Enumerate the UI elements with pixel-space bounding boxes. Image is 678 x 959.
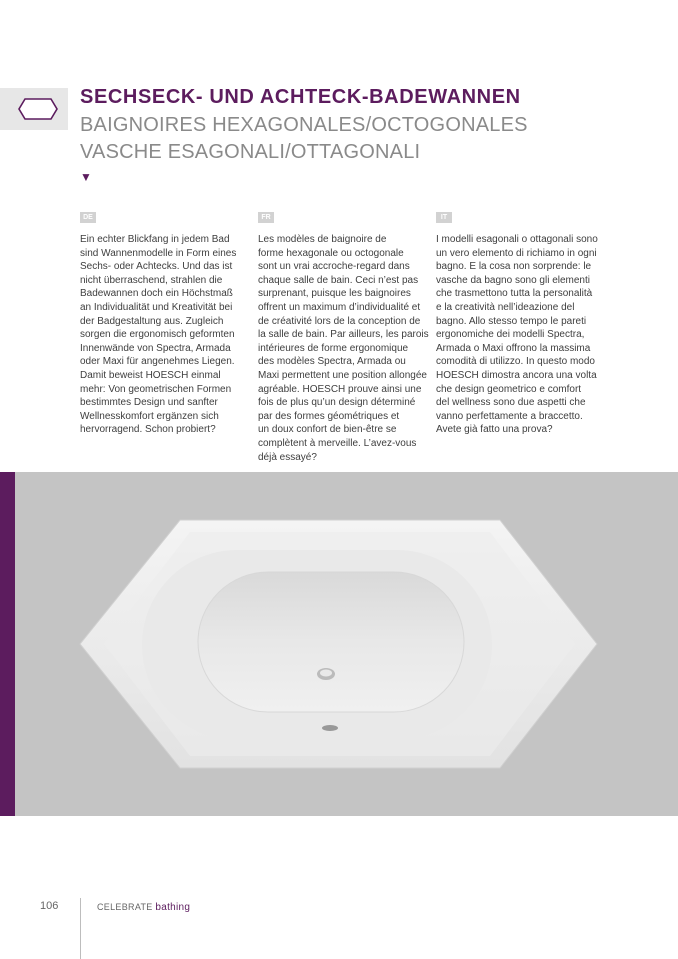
text-column-de: Ein echter Blickfang in jedem Bad sind Wannenmodelle in Form eines Sechs- oder Achtecks. Und das ist nicht überraschend, strahlen die Badewannen doch ein Höchstmaß an Individualität und Kreativität bei der Badgestaltung aus. Zugleich sorgen die ergonomisch geformten Innenwände von Spectra, Armada oder Maxi für angenehmes Liegen. Damit beweist HOESCH einmal mehr: Von geometrischen Formen bestimmtes Design und sanfter Wellnesskomfort ergänzen sich hervorragend. Schon probiert? (80, 234, 237, 436)
footer-divider (80, 898, 81, 959)
hexagon-icon (18, 98, 58, 120)
heading-de: SECHSECK- UND ACHTECK-BADEWANNEN (80, 86, 521, 108)
footer-brand-label: CELEBRATE (97, 902, 153, 912)
footer-brand (97, 902, 190, 913)
lang-badge-it: IT (436, 212, 452, 223)
heading-fr: BAIGNOIRES HEXAGONALES/OCTOGONALES (80, 114, 528, 136)
text-column-fr: Les modèles de baignoire de forme hexagonale ou octogonale sont un vrai accroche-regard dans chaque salle de bain. Ceci n’est pas surprenant, puisque les baignoires offrent un maximum d’individualité et de créativité lors de la conception de la salle de bain. Par ailleurs, les parois intérieures de forme ergonomique des modèles Spectra, Armada ou Maxi permettent une position allongée agréable. HOESCH prouve ainsi une fois de plus qu’un design déterminé par des formes géométriques et un doux confort de bien-être se complètent à merveille. L’avez-vous déjà essayé? (258, 234, 429, 463)
hexagonal-bathtub-image (0, 472, 678, 816)
text-column-it: I modelli esagonali o ottagonali sono un vero elemento di richiamo in ogni bagno. E la cosa non sorprende: le vasche da bagno sono gli elementi che trasmettono tutta la personalità e la creatività nell’ideazione del bagno. Allo stesso tempo le pareti ergonomiche dei modelli Spectra, Armada o Maxi offrono la massima comodità di utilizzo. In questo modo HOESCH dimostra ancora una volta che design geometrico e comfort del wellness sono due aspetti che vanno perfettamente a braccetto. Avete già fatto una prova? (436, 234, 598, 436)
lang-badge-de: DE (80, 212, 96, 223)
heading-it: VASCHE ESAGONALI/OTTAGONALI (80, 141, 421, 163)
page-number: 106 (40, 900, 59, 912)
lang-badge-fr: FR (258, 212, 274, 223)
arrow-down-icon: ▼ (80, 170, 92, 184)
accent-bar (0, 472, 15, 816)
footer-brand-accent: bathing (155, 902, 191, 913)
